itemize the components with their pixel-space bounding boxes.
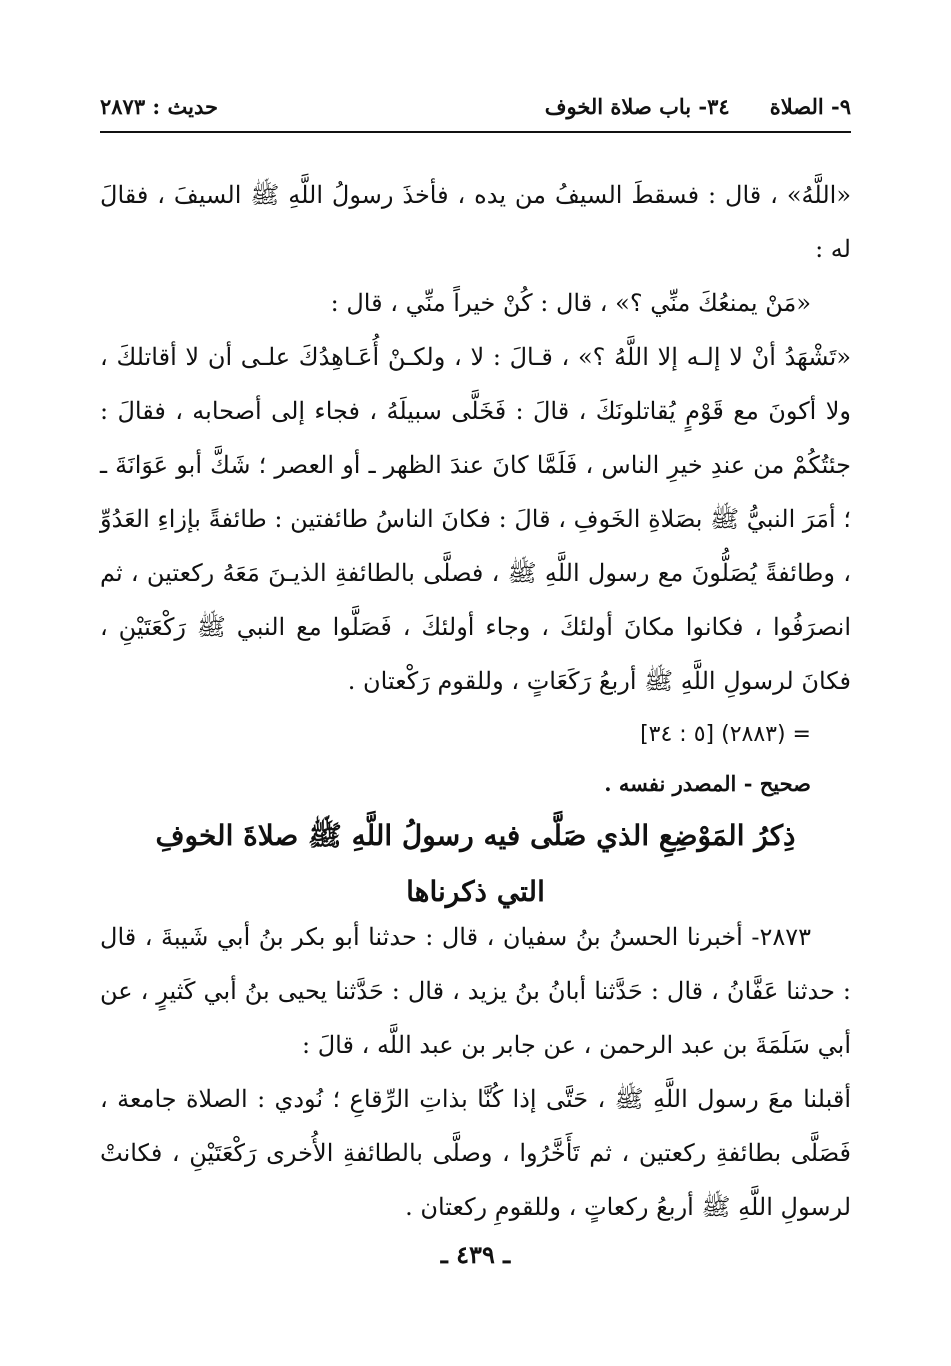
text-paragraph: «اللَّهُ» ، قال : فسقطَ السيفُ من يده ، فأخذَ رسولُ اللَّهِ ﷺ السيفَ ، فقالَ له : bbox=[100, 181, 851, 263]
previous-hadith-text bbox=[100, 168, 851, 806]
hadith-text bbox=[100, 910, 851, 1234]
hadith-matn: أقبلنا معَ رسول اللَّهِ ﷺ ، حَتَّى إذا كُنَّا بذاتِ الرِّقاعِ ؛ نُودي : الصلاة جامعة ، فَصَلَّى بطائفةِ ركعتين ، ثم تَأَخَّرُوا ، وصلَّى بالطائفةِ الأُخرى رَكْعَتَيْنِ ، فكانتْ لرسولِ اللَّهِ ﷺ أربعُ ركعاتٍ ، وللقومِ ركعتان . bbox=[100, 1085, 851, 1221]
heading-line: التي ذكرناها bbox=[406, 875, 545, 908]
hadith-reference: حديث : ٢٨٧٣ bbox=[100, 93, 218, 119]
page-number: ـ ٤٣٩ ـ bbox=[440, 1240, 511, 1269]
text-paragraph: «تَشْهَدُ أنْ لا إلـه إلا اللَّهُ ؟» ، قـالَ : لا ، ولكـنْ أُعَـاهِدُكَ علـى أن لا أقاتلكَ ، ولا أكونَ مع قَوْمٍ يُقاتلونَكَ ، قالَ : فَخَلَّى سبيلَهُ ، فجاء إلى أصحابه ، فقالَ : جئتُكُمْ من عندِ خيرِ الناس ، فَلَمَّا كانَ عندَ الظهر ـ أو العصر ؛ شَكَّ أبو عَوَانَةَ ـ ؛ أمَرَ النبيُّ ﷺ بصَلاةِ الخَوفِ ، قالَ : فكانَ الناسُ طائفتين : طائفةً بإزاءِ العَدُوِّ ، وطائفةً يُصَلُّونَ مع رسول اللَّهِ ﷺ ، فصلَّى بالطائفةِ الذيـنَ مَعَهُ ركعتين ، ثم انصرَفُوا ، فكانوا مكانَ أولئكَ ، وجاء أولئكَ ، فَصَلَّوا مع النبي ﷺ رَكْعَتَيْنِ ، فكانَ لرسولِ اللَّهِ ﷺ أربعُ رَكَعَاتٍ ، وللقوم رَكْعتان . bbox=[100, 343, 851, 695]
text-paragraph: «مَنْ يمنعُكَ منِّي ؟» ، قال : كُنْ خيراً منِّي ، قال : bbox=[330, 289, 811, 317]
header-titles bbox=[545, 94, 851, 119]
cross-reference: = (٢٨٨٣) [٥ : ٣٤] bbox=[640, 722, 811, 747]
book-title: ٩- الصلاة bbox=[769, 93, 851, 119]
section-heading bbox=[100, 808, 851, 920]
chapter-title: ٣٤- باب صلاة الخوف bbox=[544, 93, 730, 119]
running-header bbox=[100, 86, 851, 126]
hadith-isnad: ٢٨٧٣- أخبرنا الحسنُ بنُ سفيان ، قال : حدثنا أبو بكر بنُ أبي شَيبةَ ، قال : حدثنا عَفَّانُ ، قال : حَدَّثنا أبانُ بنُ يزيد ، قال : حَدَّثنا يحيى بنُ أبي كَثيرٍ ، عن أبي سَلَمَةَ بن عبد الرحمن ، عن جابر بن عبد اللَّه ، قالَ : bbox=[100, 923, 851, 1059]
heading-line: ذِكرُ المَوْضِعِ الذي صَلَّى فيه رسولُ اللَّهِ ﷺ صلاةَ الخوفِ bbox=[155, 819, 796, 852]
header-divider bbox=[100, 131, 851, 133]
hadith-grade: صحيح - المصدر نفسه . bbox=[604, 771, 811, 796]
